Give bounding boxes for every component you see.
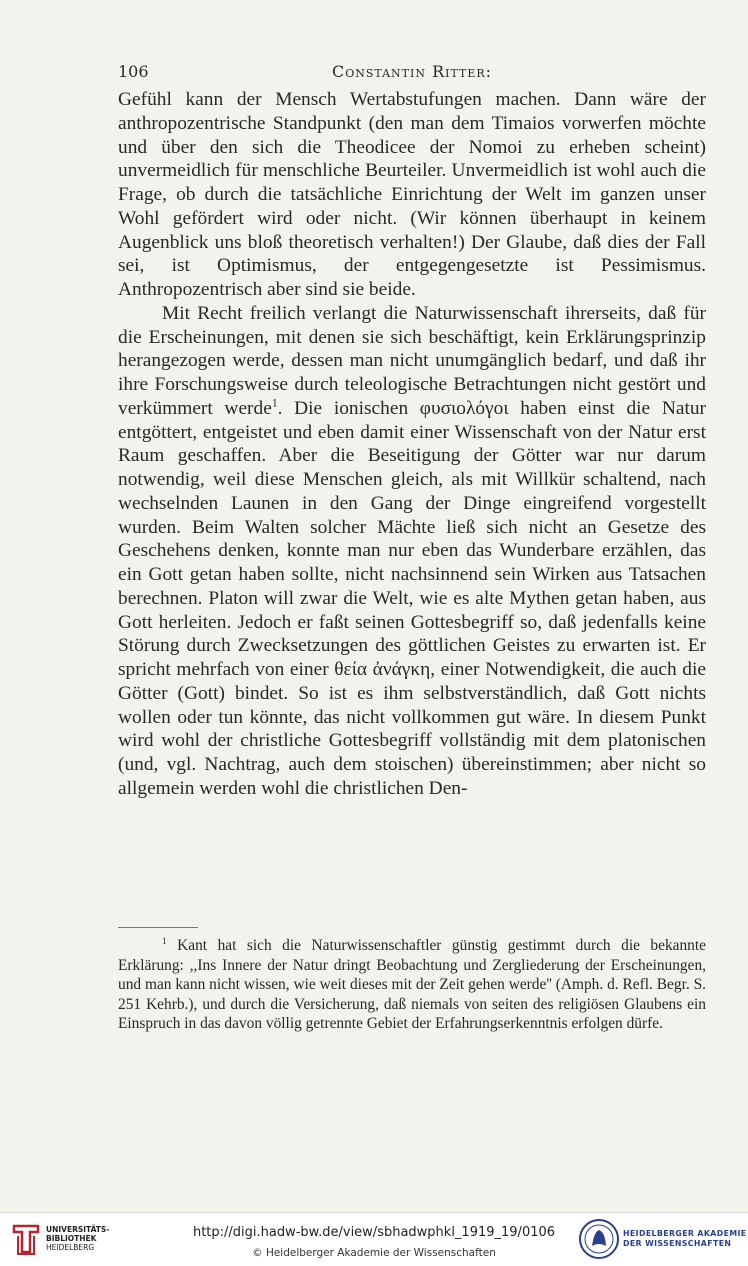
paragraph-text: Die ionischen φυσιολόγοι haben einst die Natur entgöttert, entgeistet und eben damit einer Wissenschaft von der Natur erst Raum geschaffen. Aber die Beseitigung der Götter war nur darum notwendig, weil diese Menschen gleich, als mit Willkür schaltend, nach wechselnden Launen in den Gang der Dinge eingreifend vorgestellt wurden. Beim Walten solcher Mächte ließ sich nicht an Gesetze des Geschehens denken, konnte man nur eben das Wunderbare erzählen, das ein Gott getan haben sollte, nicht nachsinnend sein Wirken aus Tatsachen berechnen. Platon will zwar die Welt, wie es alte Mythen getan haben, aus Gott herleiten. Jedoch er faßt seinen Gottesbegriff so, daß jedenfalls keine Störung durch Zwecksetzungen des göttlichen Geistes zu erwarten ist. Er spricht mehrfach von einer θεία ἀνάγκη, einer Notwendigkeit, die auch die Götter (Gott) bindet. So ist es ihm selbstverständlich, daß Gott nichts wollen oder tun könnte, das nicht vollkommen gut wäre. In diesem Punkt wird wohl der christliche Gottesbegriff vollständig mit dem platonischen (und, vgl. Nachtrag, auch dem stoischen) übereinstimmen; aber nicht so allgemein werden wohl die christlichen Den- <box>118 397 706 799</box>
footnote-reference[interactable]: 1 <box>271 396 278 410</box>
running-head: Constantin Ritter: <box>331 62 493 81</box>
paragraph-text: Mit Recht freilich verlangt die Naturwissenschaft ihrerseits, daß für die Erscheinungen, mit denen sie sich beschäftigt, kein Erklärungsprinzip herangezogen werde, dessen man nicht unumgänglich bedarf, und daß ihr ihre Forschungsweise durch teleologische Betrachtungen nicht gestört und verkümmert werde <box>118 302 706 419</box>
viewer-footer <box>0 1212 748 1266</box>
footnote-divider <box>118 927 198 928</box>
page-header <box>118 62 706 86</box>
academy-seal-icon[interactable] <box>578 1218 620 1260</box>
academy-name-line: DER WISSENSCHAFTEN <box>623 1239 732 1248</box>
footnote-marker: 1 <box>162 935 167 946</box>
copyright-notice: © Heidelberger Akademie der Wissenschaften <box>252 1247 496 1259</box>
academy-name <box>623 1229 747 1249</box>
library-name-line: HEIDELBERG <box>46 1243 95 1252</box>
page-number: 106 <box>118 62 149 81</box>
paragraph <box>118 302 706 801</box>
library-name-line: UNIVERSITÄTS- <box>46 1225 110 1234</box>
permalink-url[interactable]: http://digi.hadw-bw.de/view/sbhadwphkl_1919_19/0106 <box>192 1225 556 1240</box>
footnote <box>118 936 706 1034</box>
body-text <box>118 88 706 801</box>
sentence-end: . <box>277 397 283 419</box>
academy-name-line: HEIDELBERGER AKADEMIE <box>623 1229 747 1238</box>
paragraph: Gefühl kann der Mensch Wertabstufungen machen. Dann wäre der anthropozentrische Standpunkt (den man dem Timaios vorwerfen möchte und über den sich die Theodicee der Nomoi zu erheben scheint) unvermeidlich für menschliche Beurteiler. Unvermeidlich ist wohl auch die Frage, ob durch die tatsächliche Einrichtung der Welt im ganzen unser Wohl gefördert wird oder nicht. (Wir können überhaupt in keinem Augenblick uns bloß theoretisch verhalten!) Der Glaube, daß dies der Fall sei, ist Optimismus, der entgegengesetzte ist Pessimismus. Anthropozentrisch aber sind sie beide. <box>118 89 706 300</box>
footnote-text: Kant hat sich die Naturwissenschaftler günstig gestimmt durch die bekannte Erklärung: ,,Ins Innere der Natur dringt Beobachtung und Zergliederung der Erscheinungen, und man kann nicht wissen, wie weit dieses mit der Zeit gehen werde'' (Amph. d. Refl. Begr. S. 251 Kehrb.), und durch die Versicherung, daß niemals von seiten des religiösen Glaubens ein Einspruch in das davon völlig getrennte Gebiet der Erfahrungserkenntnis erfolgen dürfe. <box>118 937 706 1033</box>
library-name-line: BIBLIOTHEK <box>46 1234 97 1243</box>
